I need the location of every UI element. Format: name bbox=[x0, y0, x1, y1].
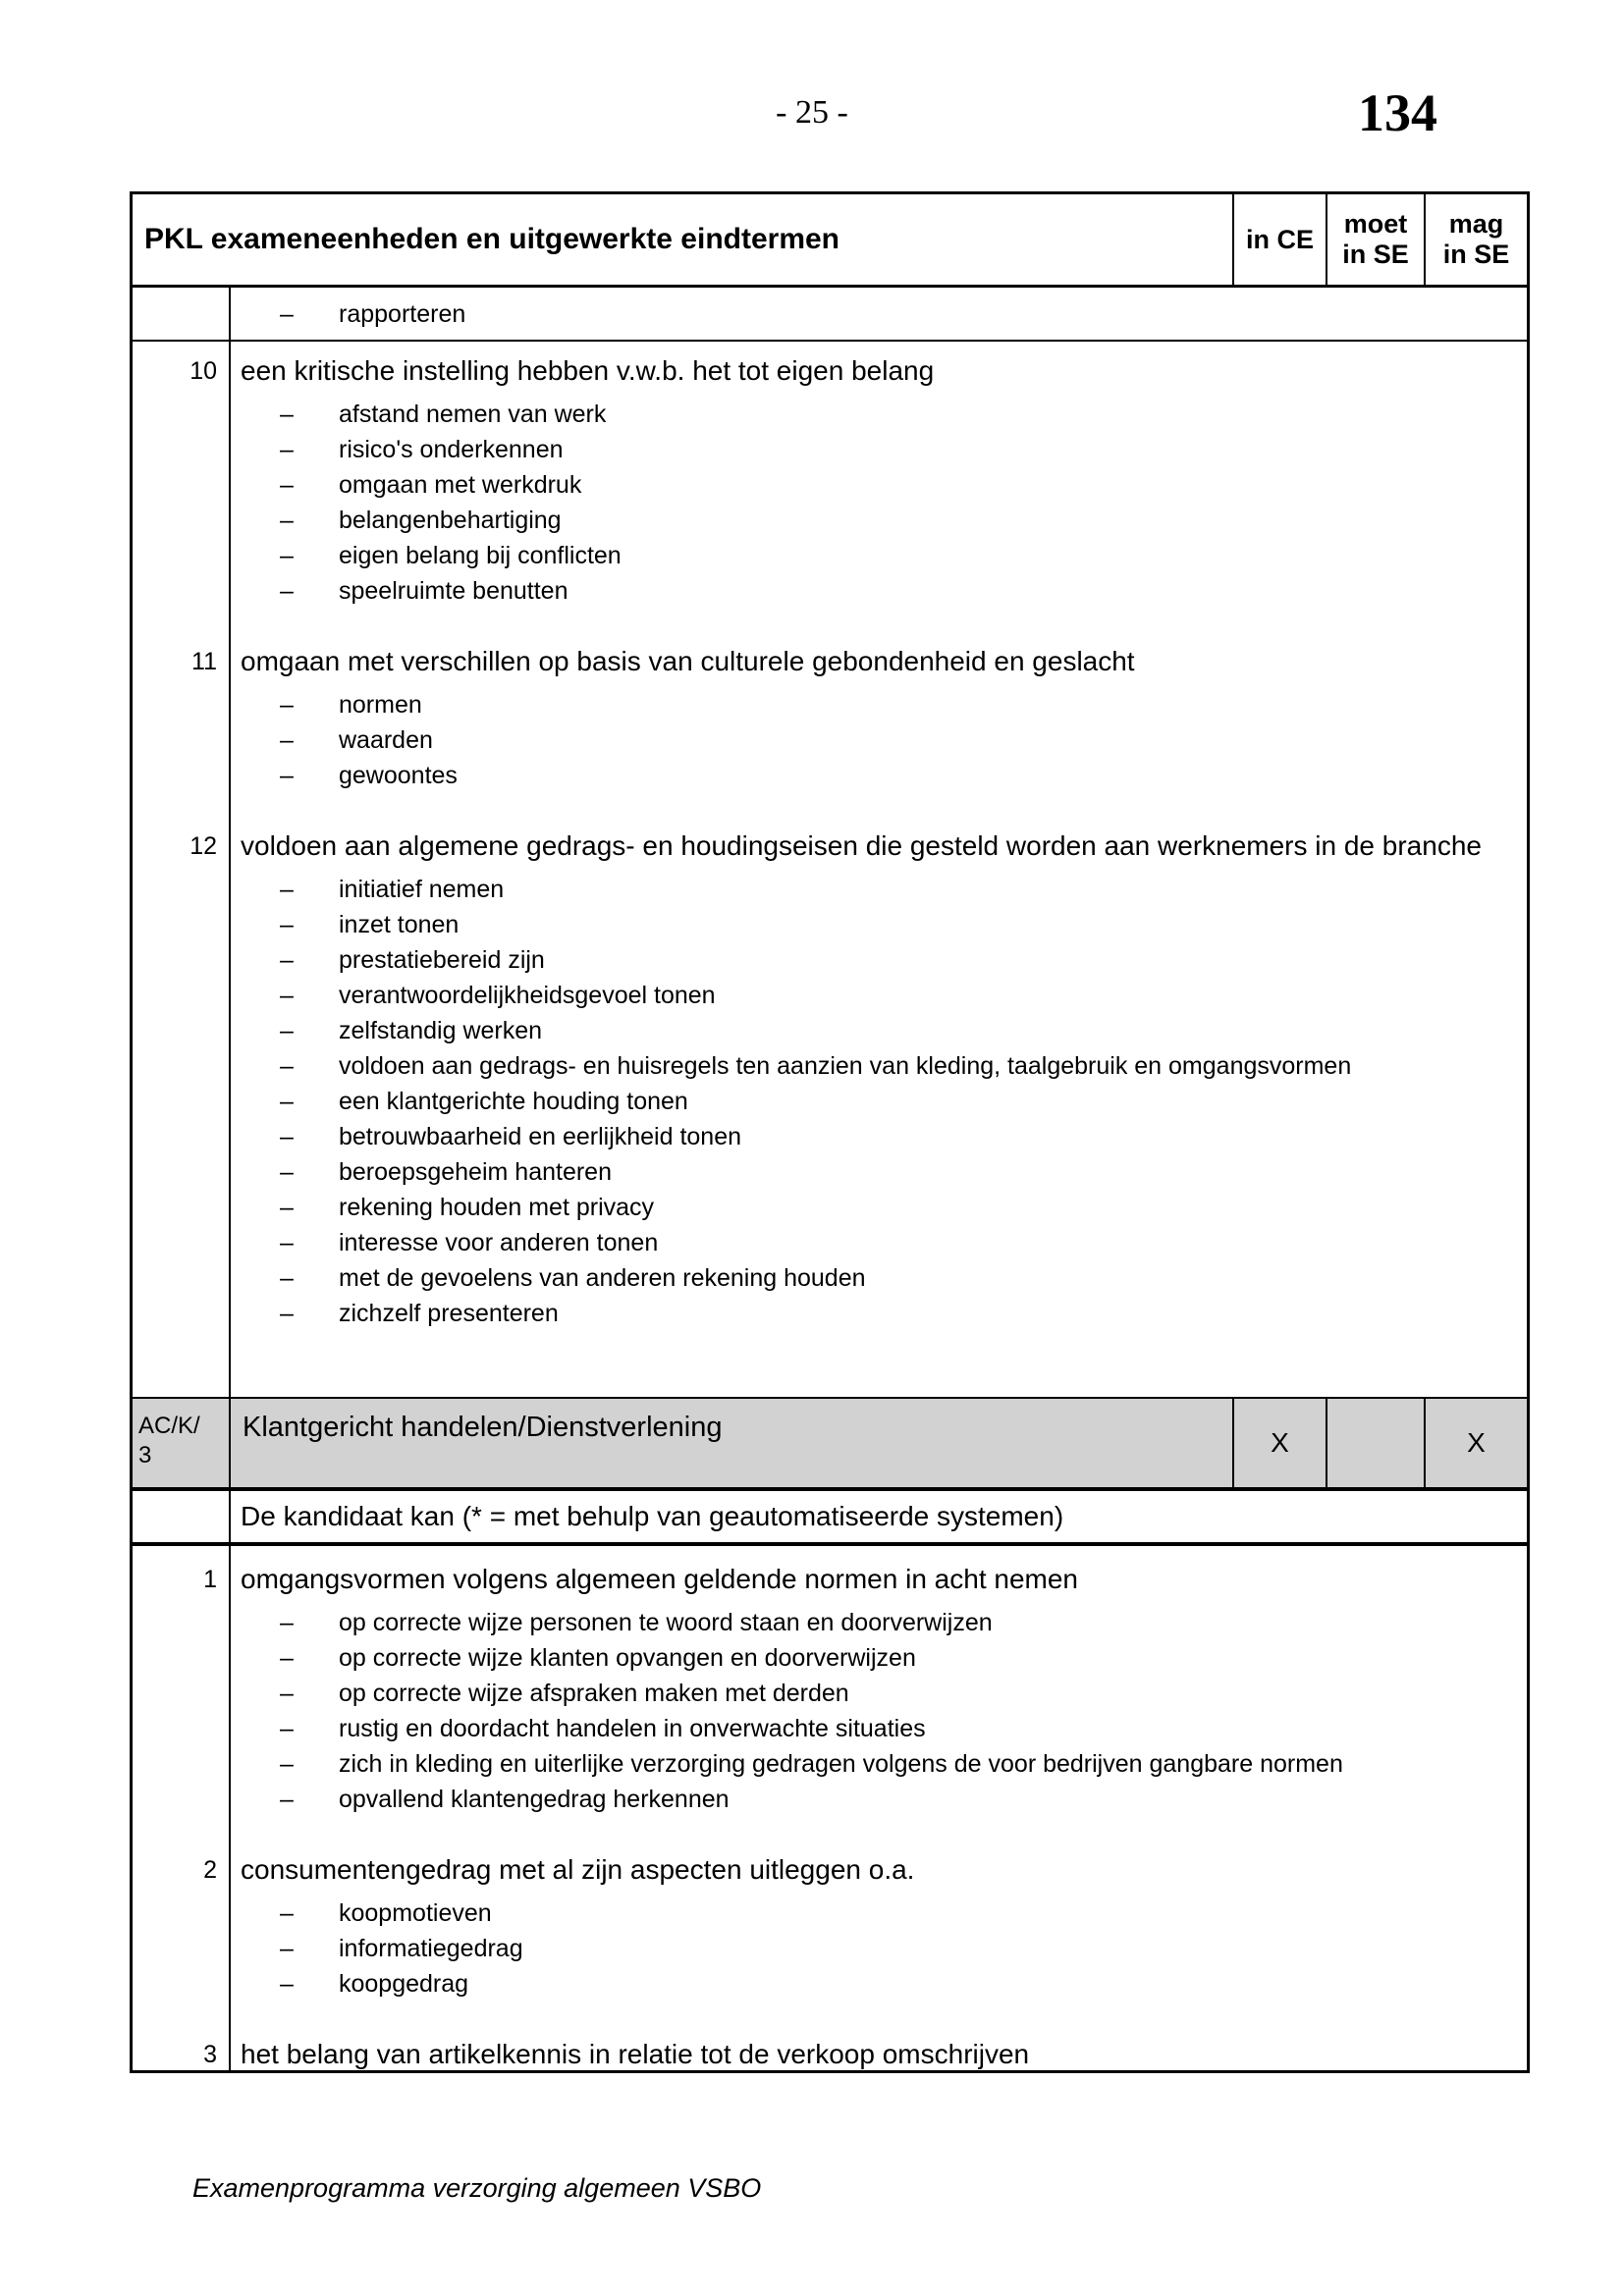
subitem bbox=[241, 1013, 1507, 1048]
item-heading: omgangsvormen volgens algemeen geldende normen in acht nemen bbox=[241, 1564, 1078, 1594]
dash-bullet: – bbox=[280, 982, 294, 1009]
subitem bbox=[241, 503, 1507, 538]
dash-bullet: – bbox=[280, 1899, 294, 1927]
subitem bbox=[241, 1896, 1507, 1931]
subitem-text: gewoontes bbox=[339, 762, 458, 789]
subitem bbox=[241, 467, 1507, 503]
dash-bullet: – bbox=[280, 1750, 294, 1778]
dash-bullet: – bbox=[280, 1609, 294, 1636]
subitem bbox=[241, 1676, 1507, 1711]
eindtermen-block-upper bbox=[133, 342, 1527, 1399]
dash-bullet: – bbox=[280, 1229, 294, 1256]
subitem-text: koopmotieven bbox=[339, 1899, 492, 1927]
dash-bullet: – bbox=[280, 1088, 294, 1115]
subitem-text: interesse voor anderen tonen bbox=[339, 1229, 659, 1256]
item-body bbox=[229, 644, 1527, 793]
dash-bullet: – bbox=[280, 1017, 294, 1044]
dash-bullet: – bbox=[280, 1052, 294, 1080]
subitem-text: op correcte wijze afspraken maken met derden bbox=[339, 1680, 849, 1707]
kandidaat-row bbox=[133, 1491, 1527, 1546]
subitem bbox=[241, 1931, 1507, 1966]
subitem bbox=[241, 1296, 1507, 1331]
footer-text: Examenprogramma verzorging algemeen VSBO bbox=[192, 2173, 762, 2203]
subitem bbox=[241, 758, 1507, 793]
dash-bullet: – bbox=[280, 762, 294, 789]
dash-bullet: – bbox=[280, 1715, 294, 1742]
subitem bbox=[241, 1782, 1507, 1817]
subitem-text: zichzelf presenteren bbox=[339, 1300, 559, 1327]
column-header-moet-line1: moet bbox=[1343, 209, 1408, 239]
dash-bullet: – bbox=[280, 1680, 294, 1707]
dash-bullet: – bbox=[280, 400, 294, 428]
item-number: 11 bbox=[191, 648, 217, 675]
eindterm-item bbox=[133, 1852, 1527, 2002]
exam-table bbox=[130, 191, 1530, 2073]
subitem bbox=[241, 1084, 1507, 1119]
column-header-moet-in-se bbox=[1327, 194, 1426, 285]
subitem bbox=[241, 538, 1507, 573]
subitem-list bbox=[241, 1896, 1507, 2002]
subitem-text: voldoen aan gedrags- en huisregels ten aanzien van kleding, taalgebruik en omgangsvormen bbox=[339, 1052, 1352, 1080]
dash-bullet: – bbox=[280, 911, 294, 938]
dash-bullet: – bbox=[280, 507, 294, 534]
subitem-text: informatiegedrag bbox=[339, 1935, 523, 1962]
dash-bullet: – bbox=[280, 1970, 294, 1998]
subitem-text: een klantgerichte houding tonen bbox=[339, 1088, 688, 1115]
subitem-text: koopgedrag bbox=[339, 1970, 469, 1998]
subitem-text: normen bbox=[339, 691, 422, 719]
subitem bbox=[241, 1711, 1507, 1746]
item-number: 2 bbox=[203, 1856, 217, 1884]
item-number: 10 bbox=[189, 357, 217, 385]
column-header-moet-line2: in SE bbox=[1342, 240, 1409, 269]
subitem-text: prestatiebereid zijn bbox=[339, 946, 545, 974]
dash-bullet: – bbox=[280, 726, 294, 754]
subitem bbox=[241, 1605, 1507, 1640]
item-heading: voldoen aan algemene gedrags- en houdingseisen die gesteld worden aan werknemers in de branche bbox=[241, 830, 1482, 861]
dash-bullet: – bbox=[280, 691, 294, 719]
subitem-list bbox=[241, 872, 1507, 1331]
dash-bullet: – bbox=[280, 876, 294, 903]
subitem bbox=[241, 1154, 1507, 1190]
dash-bullet: – bbox=[280, 1300, 294, 1327]
page-number-center: - 25 - bbox=[776, 94, 848, 131]
dash-bullet: – bbox=[280, 1935, 294, 1962]
item-heading: het belang van artikelkennis in relatie tot de verkoop omschrijven bbox=[241, 2039, 1030, 2069]
subitem-text: zelfstandig werken bbox=[339, 1017, 543, 1044]
item-body bbox=[229, 1562, 1527, 1817]
column-header-mag-line2: in SE bbox=[1442, 240, 1510, 269]
page-number-right: 134 bbox=[1358, 83, 1437, 142]
carryover-subitem bbox=[241, 296, 1527, 332]
subitem-text: zich in kleding en uiterlijke verzorging gedragen volgens de voor bedrijven gangbare normen bbox=[339, 1750, 1343, 1778]
subitem-text: op correcte wijze personen te woord staan en doorverwijzen bbox=[339, 1609, 993, 1636]
eindterm-item bbox=[133, 1562, 1527, 1817]
subitem bbox=[241, 1260, 1507, 1296]
unit-moet-in-se-mark bbox=[1327, 1399, 1426, 1487]
subitem bbox=[241, 1966, 1507, 2002]
eindterm-item bbox=[133, 2037, 1527, 2073]
item-body bbox=[229, 1852, 1527, 2002]
subitem-text: rustig en doordacht handelen in onverwachte situaties bbox=[339, 1715, 926, 1742]
subitem bbox=[241, 722, 1507, 758]
subitem bbox=[241, 978, 1507, 1013]
dash-bullet: – bbox=[280, 577, 294, 605]
item-number: 12 bbox=[189, 832, 217, 860]
subitem-text: belangenbehartiging bbox=[339, 507, 562, 534]
subitem-text: eigen belang bij conflicten bbox=[339, 542, 622, 569]
unit-mag-in-se-mark: X bbox=[1467, 1427, 1486, 1458]
subitem-text: verantwoordelijkheidsgevoel tonen bbox=[339, 982, 716, 1009]
subitem-text: afstand nemen van werk bbox=[339, 400, 607, 428]
dash-bullet: – bbox=[280, 1786, 294, 1813]
unit-code-line1: AC/K/ bbox=[138, 1413, 200, 1439]
subitem bbox=[241, 397, 1507, 432]
subitem bbox=[241, 1119, 1507, 1154]
column-header-in-ce-label: in CE bbox=[1245, 224, 1314, 254]
subitem bbox=[241, 432, 1507, 467]
dash-bullet: – bbox=[280, 471, 294, 499]
item-number: 1 bbox=[203, 1566, 217, 1593]
subitem bbox=[241, 1225, 1507, 1260]
subitem-text: rekening houden met privacy bbox=[339, 1194, 655, 1221]
subitem-list bbox=[241, 687, 1507, 793]
kandidaat-note: De kandidaat kan (* = met behulp van geautomatiseerde systemen) bbox=[241, 1501, 1064, 1531]
eindtermen-block-lower bbox=[133, 1546, 1527, 2073]
item-heading: consumentengedrag met al zijn aspecten uitleggen o.a. bbox=[241, 1854, 915, 1885]
subitem-text: inzet tonen bbox=[339, 911, 460, 938]
item-body bbox=[229, 828, 1527, 1331]
table-title: PKL exameneenheden en uitgewerkte eindtermen bbox=[133, 194, 1234, 285]
eindterm-item bbox=[133, 828, 1527, 1331]
subitem bbox=[241, 687, 1507, 722]
subitem-text: initiatief nemen bbox=[339, 876, 505, 903]
subitem bbox=[241, 573, 1507, 609]
dash-bullet: – bbox=[280, 436, 294, 463]
subitem-text: betrouwbaarheid en eerlijkheid tonen bbox=[339, 1123, 742, 1150]
column-header-mag-in-se bbox=[1426, 194, 1527, 285]
item-body bbox=[229, 2037, 1527, 2073]
subitem bbox=[241, 1746, 1507, 1782]
subitem-list bbox=[241, 397, 1507, 609]
subitem-list bbox=[241, 1605, 1507, 1817]
item-heading: een kritische instelling hebben v.w.b. het tot eigen belang bbox=[241, 355, 935, 386]
eindterm-item bbox=[133, 644, 1527, 793]
dash-bullet: – bbox=[280, 1264, 294, 1292]
table-header-row bbox=[133, 194, 1527, 288]
subitem bbox=[241, 1048, 1507, 1084]
carryover-subitem-text: rapporteren bbox=[339, 300, 466, 328]
subitem-text: beroepsgeheim hanteren bbox=[339, 1158, 612, 1186]
unit-code-line2: 3 bbox=[138, 1442, 152, 1468]
subitem-text: met de gevoelens van anderen rekening houden bbox=[339, 1264, 866, 1292]
subitem-text: speelruimte benutten bbox=[339, 577, 568, 605]
subitem-text: opvallend klantengedrag herkennen bbox=[339, 1786, 730, 1813]
column-header-in-ce bbox=[1234, 194, 1327, 285]
unit-code-cell bbox=[133, 1399, 231, 1487]
dash-bullet: – bbox=[280, 542, 294, 569]
subitem-text: omgaan met werkdruk bbox=[339, 471, 582, 499]
carryover-row bbox=[133, 288, 1527, 342]
item-heading: omgaan met verschillen op basis van culturele gebondenheid en geslacht bbox=[241, 646, 1135, 676]
eindterm-item bbox=[133, 353, 1527, 609]
dash-bullet: – bbox=[280, 1123, 294, 1150]
subitem-text: waarden bbox=[339, 726, 433, 754]
subitem-text: op correcte wijze klanten opvangen en doorverwijzen bbox=[339, 1644, 916, 1672]
dash-bullet: – bbox=[280, 1158, 294, 1186]
subitem bbox=[241, 942, 1507, 978]
exam-unit-row bbox=[133, 1399, 1527, 1491]
subitem bbox=[241, 872, 1507, 907]
dash-bullet: – bbox=[280, 1194, 294, 1221]
unit-title-cell: Klantgericht handelen/Dienstverlening bbox=[231, 1399, 1234, 1487]
subitem bbox=[241, 1640, 1507, 1676]
subitem-text: risico's onderkennen bbox=[339, 436, 564, 463]
column-header-mag-line1: mag bbox=[1448, 209, 1504, 239]
dash-bullet: – bbox=[280, 300, 294, 328]
item-number: 3 bbox=[203, 2041, 217, 2068]
dash-bullet: – bbox=[280, 946, 294, 974]
unit-in-ce-mark: X bbox=[1234, 1399, 1327, 1487]
item-body bbox=[229, 353, 1527, 609]
subitem bbox=[241, 907, 1507, 942]
dash-bullet: – bbox=[280, 1644, 294, 1672]
subitem bbox=[241, 1190, 1507, 1225]
